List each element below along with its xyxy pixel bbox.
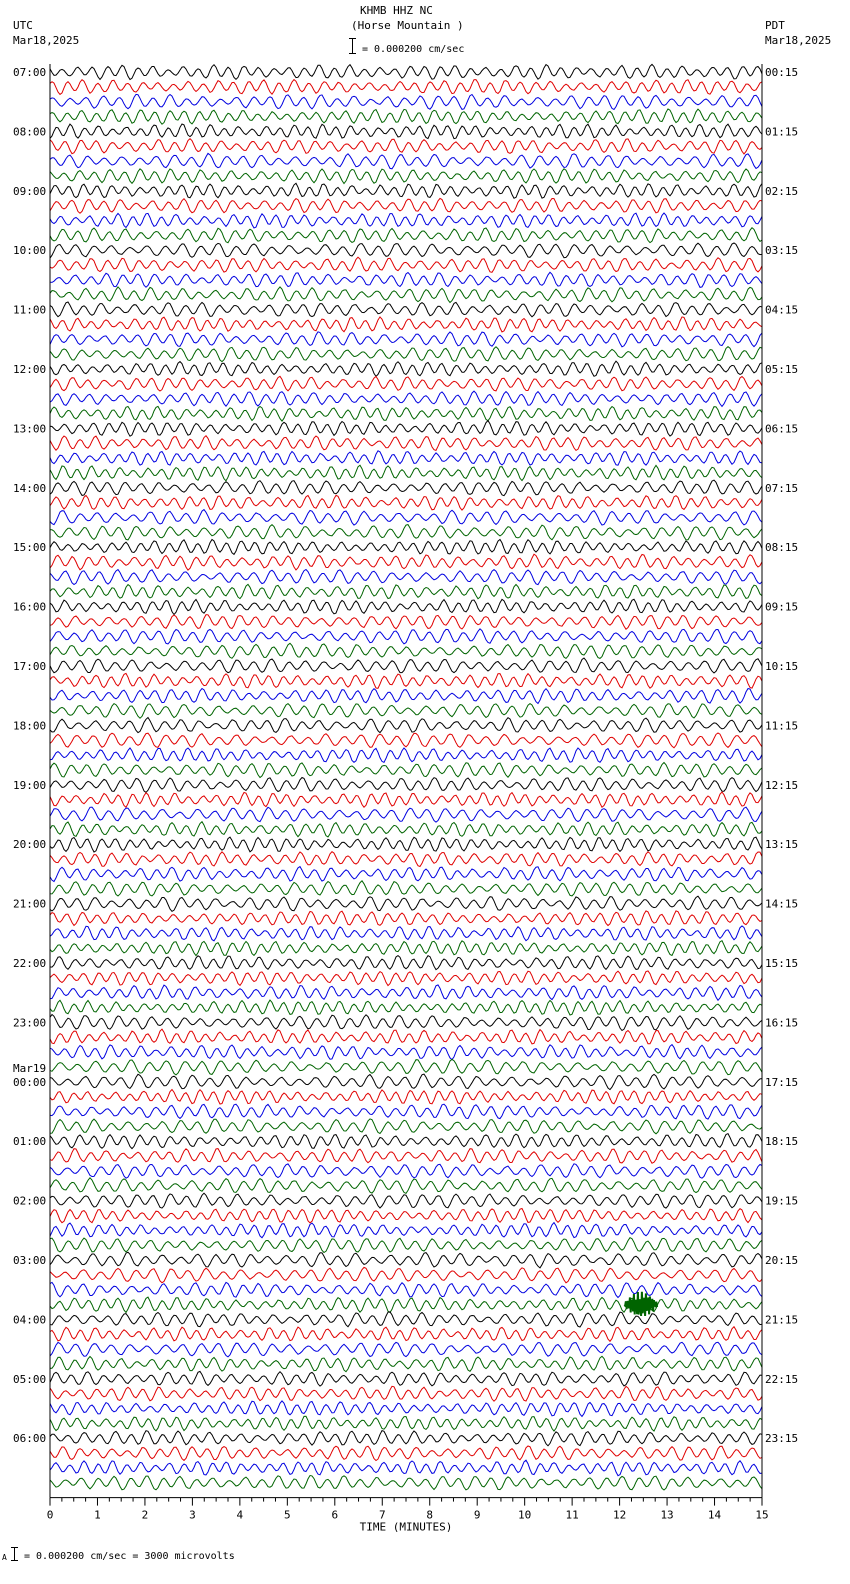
trace-2 [50,94,762,109]
trace-39 [50,643,762,658]
left-hour-label: 13:00 [13,422,47,436]
trace-88 [50,1371,762,1386]
right-hour-label: 11:15 [765,719,799,733]
trace-36 [50,599,762,614]
left-hour-label: 09:00 [13,184,47,198]
trace-58 [50,926,762,941]
trace-32 [50,540,762,555]
left-hour-label: 04:00 [13,1313,47,1327]
header-scale-text: = 0.000200 cm/sec [362,44,465,55]
hour-labels [13,66,798,1445]
right-hour-label: 22:15 [765,1372,799,1386]
trace-30 [50,510,762,525]
trace-18 [50,332,762,347]
trace-54 [50,867,762,882]
trace-76 [50,1193,762,1208]
trace-47 [50,763,762,778]
trace-42 [50,689,762,704]
right-hour-label: 01:15 [765,125,799,139]
trace-13 [50,257,762,272]
left-hour-label: 08:00 [13,125,47,139]
trace-20 [50,361,762,376]
trace-14 [50,272,762,287]
seismogram-traces [50,64,762,1490]
left-hour-label: 02:00 [13,1194,47,1208]
trace-85 [50,1327,762,1342]
left-hour-label: 22:00 [13,957,47,970]
right-hour-label: 12:15 [765,778,799,792]
right-hour-label: 21:15 [765,1313,799,1327]
footer-scale-bar [14,1547,15,1561]
x-tick-label: 1 [94,1508,101,1522]
trace-84 [50,1312,762,1327]
trace-24 [50,421,762,437]
right-hour-label: 04:15 [765,303,799,317]
trace-57 [50,911,762,926]
trace-91 [50,1416,762,1431]
trace-38 [50,629,762,644]
x-tick-label: 15 [755,1508,769,1522]
trace-71 [50,1119,762,1134]
trace-6 [50,153,762,168]
trace-73 [50,1149,762,1164]
trace-94 [50,1460,762,1476]
trace-15 [50,287,762,303]
trace-46 [50,748,762,762]
trace-65 [50,1029,762,1044]
x-tick-label: 12 [612,1508,627,1522]
trace-43 [50,704,762,719]
x-tick-label: 2 [141,1508,149,1522]
right-hour-label: 00:15 [765,66,799,79]
trace-75 [50,1178,762,1194]
trace-25 [50,436,762,451]
trace-72 [50,1134,762,1149]
trace-28 [50,480,762,496]
trace-66 [50,1045,762,1060]
trace-61 [50,971,762,986]
trace-56 [50,896,762,911]
trace-86 [50,1342,762,1357]
trace-35 [50,584,762,599]
right-hour-label: 06:15 [765,422,799,436]
trace-31 [50,525,762,540]
right-hour-label: 05:15 [765,363,799,376]
trace-64 [50,1015,762,1031]
x-tick-label: 8 [426,1508,434,1522]
left-hour-label: 19:00 [13,778,47,792]
left-hour-label: 11:00 [13,303,47,317]
trace-52 [50,837,762,852]
right-hour-label: 14:15 [765,897,799,911]
trace-27 [50,465,762,481]
footer-scale-mark: A [2,1553,7,1562]
trace-10 [50,213,762,228]
x-tick-label: 7 [378,1508,386,1522]
trace-17 [50,317,762,332]
footer-scale-text: = 0.000200 cm/sec = 3000 microvolts [24,1551,235,1562]
left-hour-label: 14:00 [13,481,47,495]
trace-21 [50,376,762,391]
trace-48 [50,778,762,793]
left-hour-label: 03:00 [13,1254,47,1267]
x-tick-label: 11 [565,1508,579,1522]
trace-70 [50,1104,762,1119]
trace-29 [50,495,762,510]
trace-79 [50,1238,762,1253]
trace-90 [50,1401,762,1417]
trace-44 [50,718,762,733]
left-hour-label: 06:00 [13,1432,47,1446]
right-hour-label: 15:15 [765,957,799,970]
trace-11 [50,228,762,243]
trace-95 [50,1476,762,1491]
right-timezone: PDT [765,19,785,32]
left-hour-label: 18:00 [13,719,47,733]
left-hour-label: 16:00 [13,600,47,614]
right-hour-label: 07:15 [765,481,799,495]
left-hour-label: 05:00 [13,1372,47,1386]
seismic-event-burst [624,1292,657,1316]
right-hour-label: 20:15 [765,1254,799,1267]
trace-69 [50,1090,762,1105]
trace-45 [50,733,762,748]
trace-26 [50,451,762,465]
left-hour-label: 12:00 [13,363,47,376]
left-hour-label: 07:00 [13,66,47,79]
trace-5 [50,139,762,154]
trace-81 [50,1267,762,1282]
right-hour-label: 03:15 [765,244,799,258]
trace-51 [50,822,762,837]
title-location: (Horse Mountain ) [351,19,464,32]
trace-19 [50,347,762,362]
trace-53 [50,852,762,867]
date-change-label: Mar19 [13,1061,47,1075]
trace-0 [50,64,762,79]
right-hour-label: 23:15 [765,1432,799,1446]
x-tick-label: 6 [331,1508,339,1522]
trace-55 [50,881,762,896]
left-hour-label: 00:00 [13,1075,47,1089]
left-hour-label: 01:00 [13,1135,47,1149]
trace-62 [50,985,762,1000]
x-tick-label: 4 [236,1508,244,1522]
x-axis-title: TIME (MINUTES) [359,1520,453,1534]
trace-74 [50,1164,762,1178]
trace-89 [50,1386,762,1401]
trace-77 [50,1209,762,1223]
trace-59 [50,941,762,956]
trace-93 [50,1446,762,1461]
right-hour-label: 13:15 [765,838,799,852]
trace-67 [50,1059,762,1075]
right-hour-label: 19:15 [765,1194,799,1208]
trace-34 [50,570,762,585]
trace-4 [50,124,762,139]
x-tick-label: 3 [189,1508,196,1522]
x-tick-label: 13 [660,1508,674,1522]
trace-87 [50,1356,762,1371]
x-tick-label: 10 [518,1508,532,1522]
trace-82 [50,1282,762,1297]
event-burst-trace [624,1292,657,1316]
trace-41 [50,673,762,688]
time-axis [47,64,769,1534]
left-date: Mar18,2025 [13,34,80,47]
trace-60 [50,956,762,970]
trace-1 [50,80,762,95]
right-hour-label: 16:15 [765,1016,799,1030]
right-hour-label: 18:15 [765,1135,799,1149]
x-tick-label: 5 [284,1508,291,1522]
right-hour-label: 02:15 [765,184,799,198]
trace-37 [50,615,762,630]
right-date: Mar18,2025 [765,34,832,47]
trace-7 [50,169,762,184]
x-tick-label: 14 [707,1508,722,1522]
left-hour-label: 17:00 [13,660,47,673]
right-hour-label: 09:15 [765,600,799,614]
x-tick-label: 0 [46,1508,54,1522]
trace-80 [50,1252,762,1268]
trace-50 [50,807,762,822]
left-hour-label: 15:00 [13,541,47,555]
left-hour-label: 23:00 [13,1016,47,1030]
right-hour-label: 17:15 [765,1075,799,1089]
left-hour-label: 20:00 [13,838,47,852]
left-hour-label: 21:00 [13,897,47,911]
trace-49 [50,792,762,807]
trace-16 [50,302,762,317]
x-tick-label: 9 [473,1508,481,1522]
title-station: KHMB HHZ NC [360,4,433,17]
trace-23 [50,406,762,421]
trace-22 [50,391,762,406]
trace-63 [50,1000,762,1015]
trace-40 [50,658,762,673]
trace-8 [50,183,762,198]
left-hour-label: 10:00 [13,244,47,258]
trace-3 [50,109,762,124]
trace-9 [50,198,762,213]
trace-12 [50,243,762,258]
trace-78 [50,1223,762,1238]
trace-33 [50,554,762,570]
right-hour-label: 08:15 [765,541,799,555]
left-timezone: UTC [13,19,33,32]
trace-68 [50,1074,762,1090]
trace-92 [50,1431,762,1446]
right-hour-label: 10:15 [765,660,799,673]
